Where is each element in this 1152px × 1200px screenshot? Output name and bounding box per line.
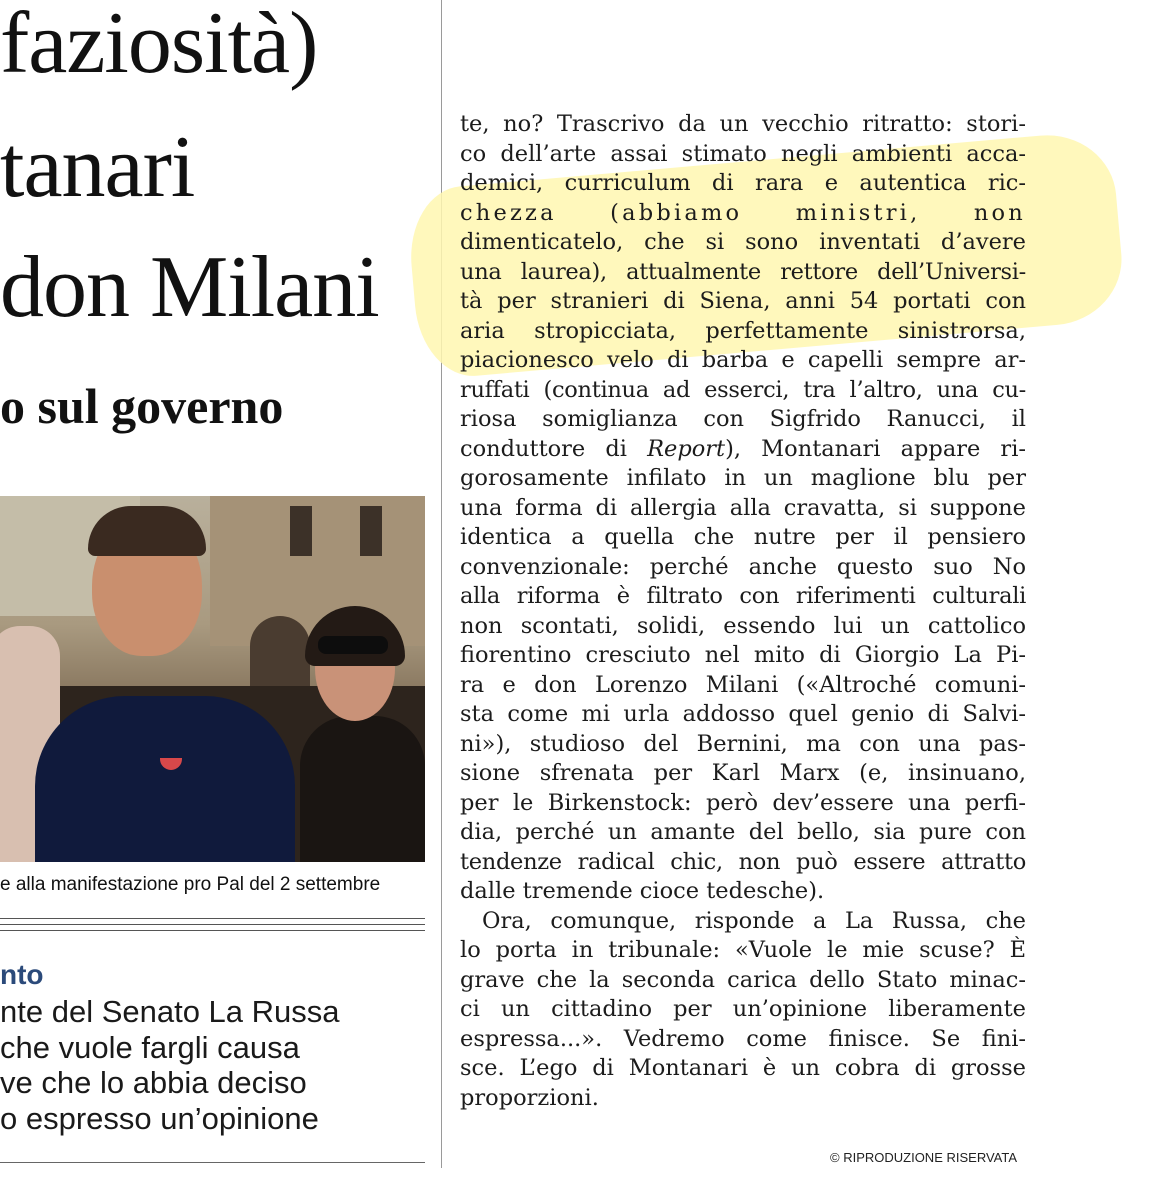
article-line: identica a quella che nutre per il pensiero: [460, 524, 1026, 550]
box-text: [0, 994, 430, 1136]
article-line: riosa somiglianza con Sigfrido Ranucci, il: [460, 406, 1026, 432]
article-line: grave che la seconda carica dello Stato minac-: [460, 966, 1026, 993]
photo-arch: [250, 616, 310, 686]
left-bottom-rule: [0, 1162, 425, 1163]
photo-person-right-body: [300, 716, 425, 862]
article-line: chezza (abbiamo ministri, non: [460, 199, 1026, 226]
article-line: dalle tremende cioce tedesche).: [460, 878, 825, 904]
article-line: alla riforma è filtrato con riferimenti culturali: [460, 583, 1026, 609]
headline-line-3: don Milani: [0, 239, 379, 336]
photo-person-main-body: [35, 696, 295, 862]
box-line: ve che lo abbia deciso: [0, 1065, 307, 1100]
article-line: una laurea), attualmente rettore dell’Universi-: [460, 258, 1026, 285]
article-line: gorosamente infilato in un maglione blu per: [460, 465, 1026, 491]
article-line: co dell’arte assai stimato negli ambienti acca-: [460, 140, 1026, 167]
article-line: una forma di allergia alla cravatta, si suppone: [460, 494, 1026, 521]
photo-sunglasses: [318, 636, 388, 654]
rule-line: [0, 930, 425, 931]
article-line: demici, curriculum di rara e autentica ric-: [460, 170, 1026, 196]
article-line: aria stropicciata, perfettamente sinistrorsa,: [460, 317, 1026, 344]
column-divider: [441, 0, 442, 1168]
article-line: dia, perché un amante del bello, sia pure con: [460, 819, 1026, 845]
left-column: [0, 0, 430, 1200]
article-line: ci un cittadino per un’opinione liberamente: [460, 996, 1026, 1022]
photo-caption: e alla manifestazione pro Pal del 2 settembre: [0, 874, 381, 895]
article-line: ni»), studioso del Bernini, ma con una pas-: [460, 730, 1026, 757]
box-line: o espresso un’opinione: [0, 1100, 319, 1136]
article-line: convenzionale: perché anche questo suo No: [460, 553, 1026, 580]
article-line: ra e don Lorenzo Milani («Altroché comuni-: [460, 671, 1026, 698]
article-line: dimenticatelo, che si sono inventati d’avere: [460, 229, 1026, 255]
article-line: tendenze radical chic, non può essere attratto: [460, 848, 1026, 875]
article-line: ruffati (continua ad esserci, tra l’altro, una cu-: [460, 376, 1026, 403]
photo-window: [290, 506, 312, 556]
photo-person-main-hair: [88, 506, 206, 556]
article-line: sta come mi urla addosso quel genio di Salvi-: [460, 701, 1026, 727]
article-line: per le Birkenstock: però dev’essere una perfi-: [460, 789, 1026, 816]
article-line: fiorentino cresciuto nel mito di Giorgio La Pi-: [460, 642, 1026, 668]
box-title: nto: [0, 959, 44, 990]
box-line: che vuole fargli causa: [0, 1029, 300, 1065]
article-line: sce. L’ego di Montanari è un cobra di grosse: [460, 1055, 1026, 1081]
headline-line-2: tanari: [0, 119, 195, 216]
article-line: Ora, comunque, risponde a La Russa, che: [482, 907, 1026, 934]
headline-line-1: faziosità): [0, 0, 318, 92]
article-line: sione sfrenata per Karl Marx (e, insinuano,: [460, 760, 1026, 786]
article-line: lo porta in tribunale: «Vuole le mie scuse? È: [460, 937, 1026, 963]
article-line: tà per stranieri di Siena, anni 54 portati con: [460, 288, 1026, 314]
rule-line: [0, 924, 425, 925]
article-body: [460, 110, 1026, 1113]
photo-window: [360, 506, 382, 556]
article-line: espressa...». Vedremo come finisce. Se fini-: [460, 1025, 1026, 1052]
caption-rules: [0, 918, 425, 938]
article-line: non scontati, solidi, essendo lui un cattolico: [460, 612, 1026, 639]
article-line: piacionesco velo di barba e capelli sempre ar-: [460, 347, 1026, 373]
news-photo: [0, 496, 425, 862]
program-title: Report: [647, 435, 726, 462]
article-line: conduttore di Report), Montanari appare ri-: [460, 435, 1026, 462]
rule-line: [0, 918, 425, 919]
copyright-credit: © RIPRODUZIONE RISERVATA: [830, 1150, 1018, 1165]
box-line: nte del Senato La Russa: [0, 994, 340, 1029]
subheadline: o sul governo: [0, 378, 284, 434]
article-line: te, no? Trascrivo da un vecchio ritratto: stori-: [460, 111, 1026, 137]
article-line: proporzioni.: [460, 1084, 599, 1111]
